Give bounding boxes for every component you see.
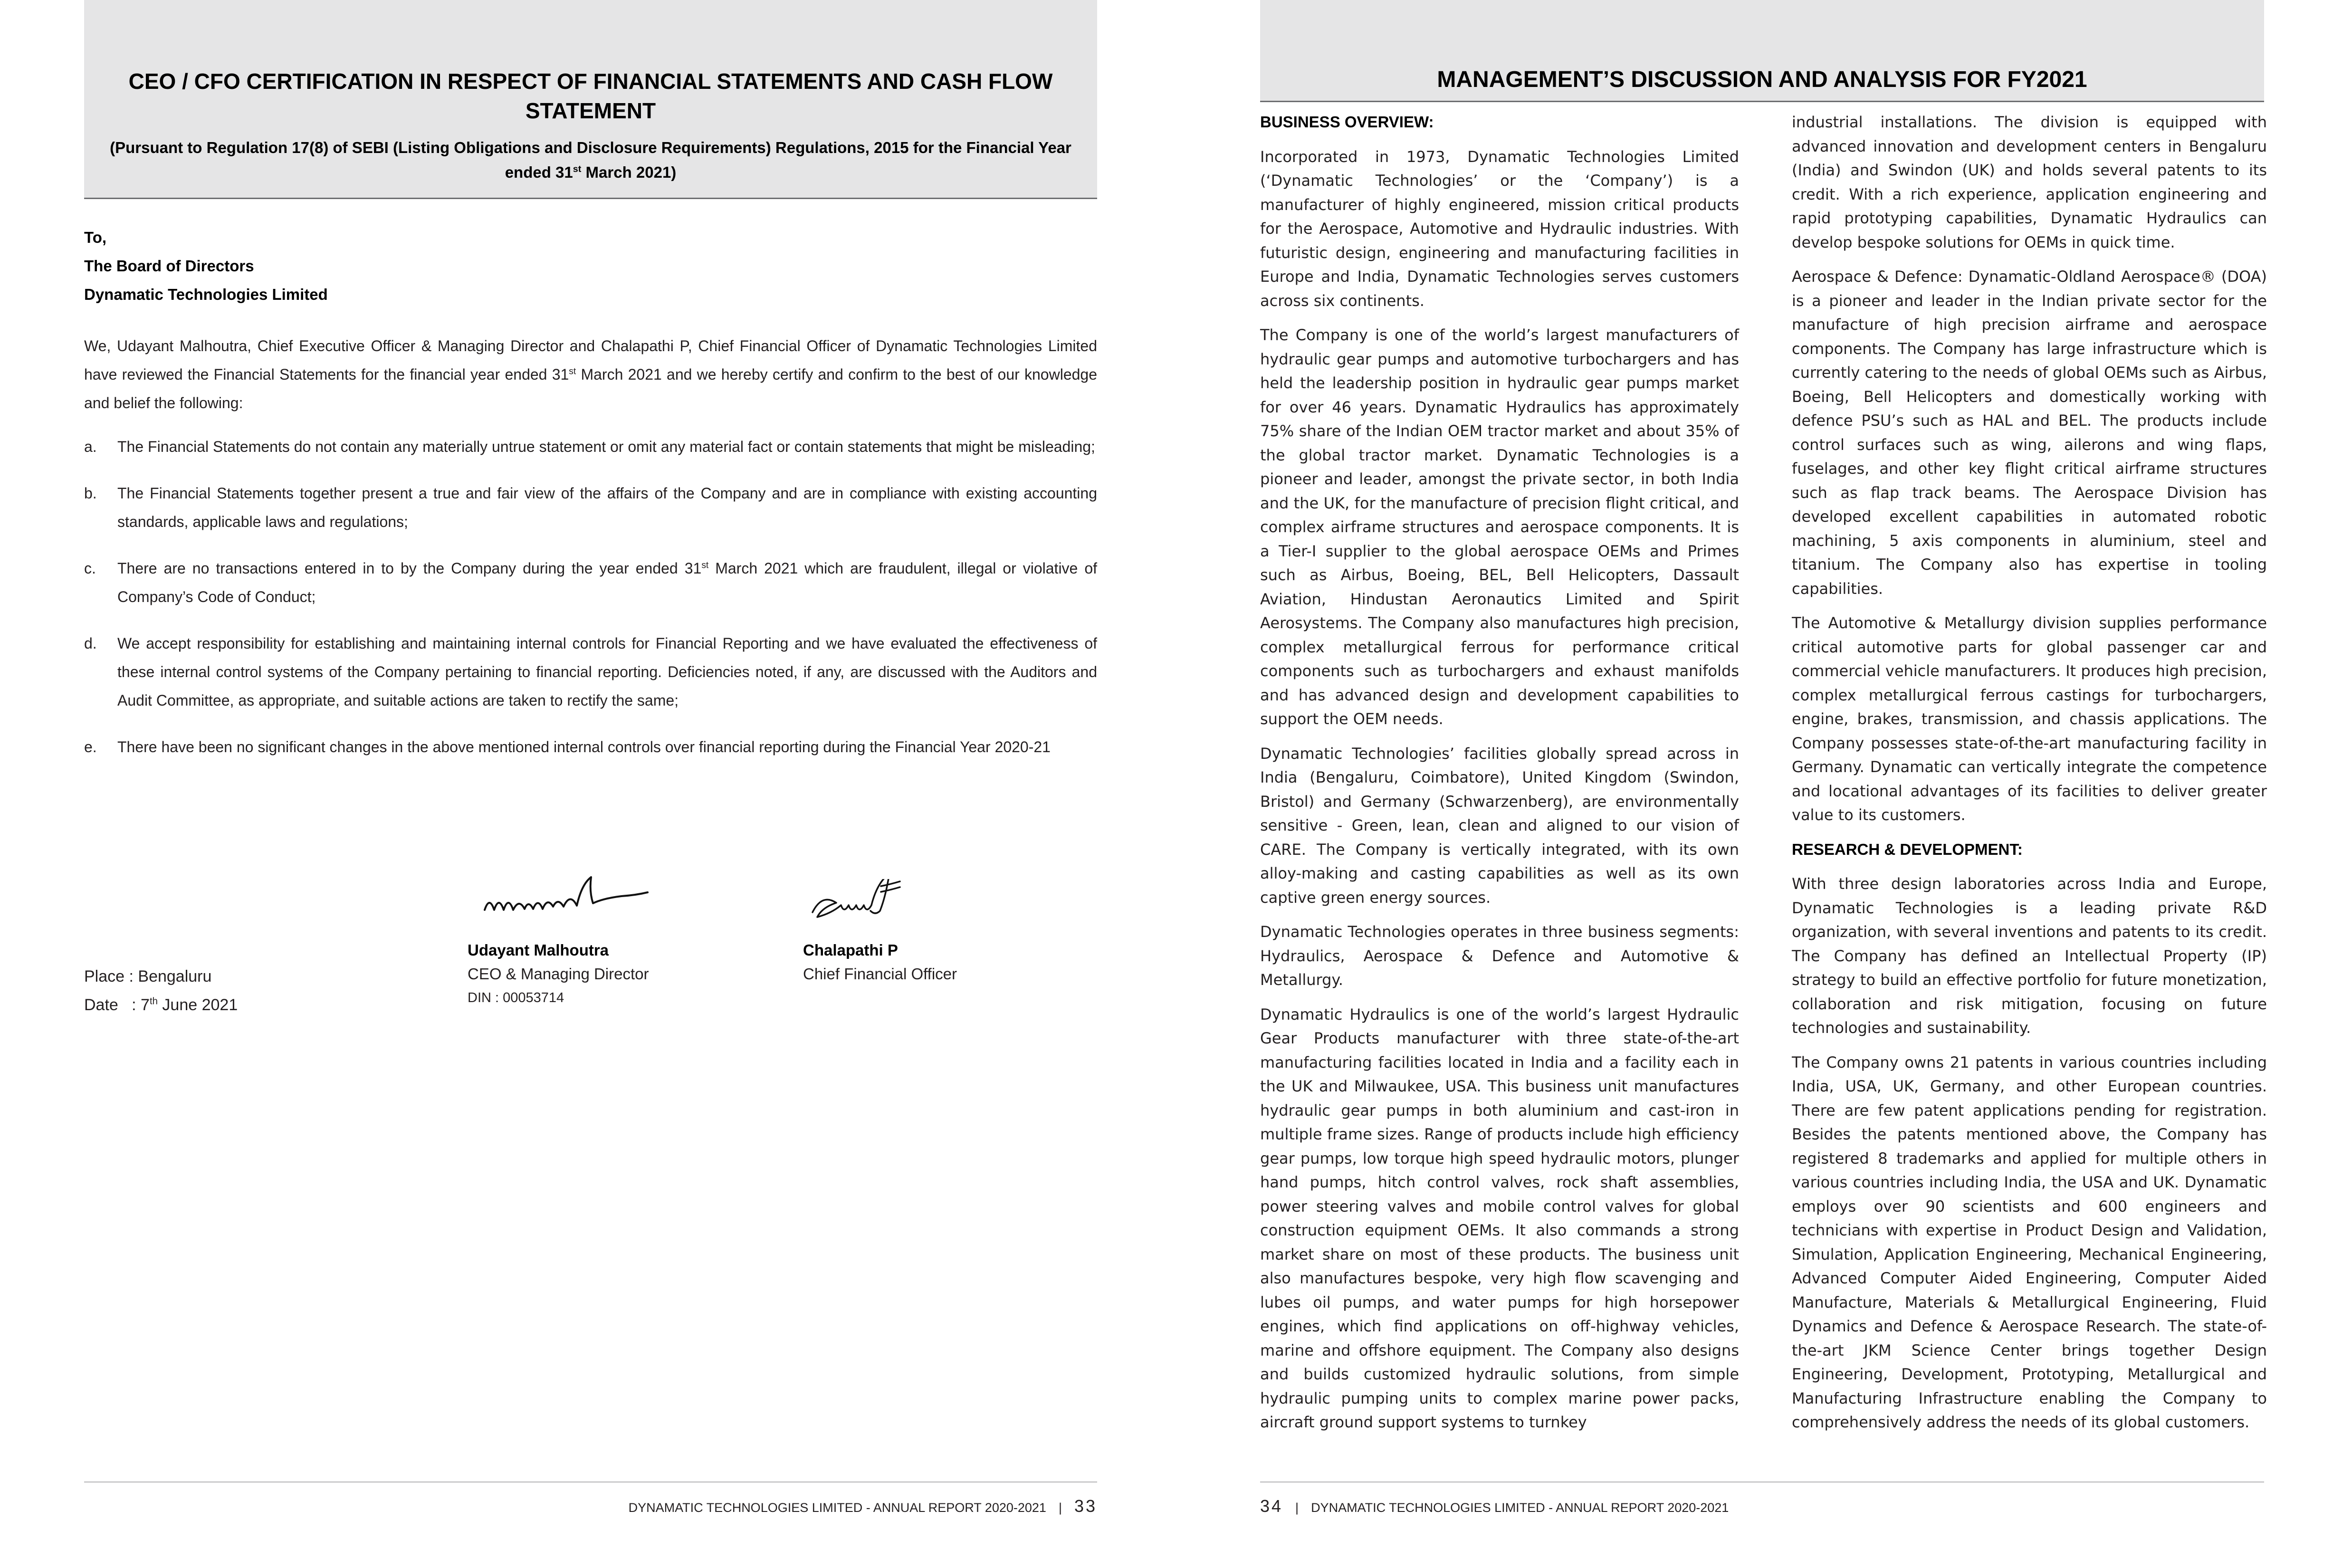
text-column-right	[1792, 110, 2267, 1445]
footer-separator: |	[1058, 1501, 1062, 1515]
item-text: We accept responsibility for establishing and maintaining internal controls for Financial Reporting and we have evaluated the effectiveness of these internal control systems of the Company pertaining to financial reporting. Deficiencies noted, if any, are discussed with the Auditors and Audit Committee, as appropriate, and suitable actions are taken to rectify the same;	[117, 635, 1097, 709]
section-heading-research-development: RESEARCH & DEVELOPMENT:	[1792, 840, 2023, 858]
certification-item	[84, 432, 1097, 461]
paragraph: Dynamatic Hydraulics is one of the world’s largest Hydraulic Gear Products manufacturer with three state-of-the-art manufacturing facilities located in India and a facility each in the UK and Milwaukee, USA. This business unit manufactures hydraulic gear pumps in both aluminium and cast-iron in multiple frame sizes. Range of products include high efficiency gear pumps, low torque high speed hydraulic motors, plunger hand pumps, hitch control valves, rock shaft assemblies, power steering valves and mobile control valves for global construction equipment OEMs. It also commands a strong market share on most of these products. The business unit also manufactures bespoke, very high flow scavenging and lubes oil pumps, and water pumps for high horsepower engines, which find applications on off-highway vehicles, marine and offshore equipment. The Company also designs and builds customized hydraulic solutions, from simple hydraulic pumping units to complex marine power packs, aircraft ground support systems to turnkey	[1260, 1005, 1739, 1431]
page-footer	[1260, 1497, 1729, 1517]
addressee-block	[84, 223, 328, 309]
paragraph: Dynamatic Technologies’ facilities globally spread across in India (Bengaluru, Coimbatore), United Kingdom (Swindon, Bristol) and Germany (Schwarzenberg), are environmentally sensitive - Green, lean, clean and aligned to our vision of CARE. The Company is vertically integrated, with its own alloy-making and casting capabilities as well as its own captive green energy sources.	[1260, 744, 1739, 907]
footer-separator: |	[1295, 1501, 1299, 1515]
mda-title: MANAGEMENT’S DISCUSSION AND ANALYSIS FOR FY2021	[1437, 67, 2087, 92]
item-marker: d.	[84, 635, 97, 652]
footer-text: DYNAMATIC TECHNOLOGIES LIMITED - ANNUAL REPORT 2020-2021	[1311, 1501, 1729, 1515]
ceo-signature	[480, 872, 651, 934]
certification-intro: We, Udayant Malhoutra, Chief Executive Officer & Managing Director and Chalapathi P, Chief Financial Officer of Dynamatic Technologies Limited have reviewed the Financial Statements for the financial year ended 31st March 2021 and we hereby certify and confirm to the best of our knowledge and belief the following:	[84, 337, 1098, 411]
paragraph: Dynamatic Technologies operates in three business segments: Hydraulics, Aerospace & Defence and Automotive & Metallurgy.	[1260, 923, 1739, 989]
page-footer	[629, 1497, 1097, 1517]
item-marker: e.	[84, 738, 97, 755]
signatory-name: Udayant Malhoutra	[468, 941, 609, 959]
date-line: Date : 7th June 2021	[84, 996, 238, 1014]
footer-text: DYNAMATIC TECHNOLOGIES LIMITED - ANNUAL REPORT 2020-2021	[628, 1501, 1046, 1515]
signatory-din: DIN : 00053714	[468, 990, 564, 1005]
mda-header-band	[1260, 0, 2264, 102]
certification-header-band	[84, 0, 1097, 199]
certification-item	[84, 479, 1097, 536]
certification-subtitle: (Pursuant to Regulation 17(8) of SEBI (Listing Obligations and Disclosure Requirements) Regulations, 2015 for the Financial Year ended 31st March 2021)	[110, 139, 1071, 181]
paragraph: With three design laboratories across India and Europe, Dynamatic Technologies is a leading private R&D organization, with several inventions and patents to its credit. The Company has defined an Intellectual Property (IP) strategy to build an effective portfolio for future monetization, collaboration and risk mitigation, focusing on future technologies and sustainability.	[1792, 875, 2267, 1037]
signatory-title: CEO & Managing Director	[468, 965, 649, 983]
place-date-block	[84, 962, 238, 1019]
cfo-signatory	[803, 938, 957, 986]
paragraph: Incorporated in 1973, Dynamatic Technologies Limited (‘Dynamatic Technologies’ or the ‘Company’) is a manufacturer of highly engineered, mission critical products for the Aerospace, Automotive and Hydraulic industries. With futuristic design, engineering and manufacturing facilities in Europe and India, Dynamatic Technologies serves customers across six continents.	[1260, 147, 1739, 310]
paragraph: The Automotive & Metallurgy division supplies performance critical automotive parts for global passenger car and commercial vehicle manufacturers. It produces high precision, complex metallurgical ferrous castings for turbochargers, engine, brakes, transmission, and chassis applications. The Company possesses state-of-the-art manufacturing facility in Germany. Dynamatic can vertically integrate the competence and locational advantages of its facilities to deliver greater value to its customers.	[1792, 614, 2267, 824]
certification-item	[84, 629, 1097, 715]
cfo-signature	[803, 879, 936, 931]
certification-title: CEO / CFO CERTIFICATION IN RESPECT OF FINANCIAL STATEMENTS AND CASH FLOW STATEMENT	[128, 69, 1053, 123]
signatory-name: Chalapathi P	[803, 941, 898, 959]
page-34	[1176, 0, 2352, 1568]
item-text: There are no transactions entered in to by the Company during the year ended 31st March 2021 which are fraudulent, illegal or violative of Company’s Code of Conduct;	[117, 560, 1098, 605]
item-text: The Financial Statements together present a true and fair view of the affairs of the Company and are in compliance with existing accounting standards, applicable laws and regulations;	[117, 485, 1097, 530]
section-heading-business-overview: BUSINESS OVERVIEW:	[1260, 113, 1434, 131]
item-text: The Financial Statements do not contain any materially untrue statement or omit any material fact or contain statements that might be misleading;	[117, 438, 1095, 455]
page-number: 34	[1260, 1496, 1283, 1516]
page-number: 33	[1074, 1496, 1097, 1516]
paragraph: Aerospace & Defence: Dynamatic-Oldland Aerospace® (DOA) is a pioneer and leader in the Indian private sector for the manufacture of high precision airframe and aerospace components. The Company has large infrastructure which is currently catering to the needs of global OEMs such as Airbus, Boeing, Bell Helicopters and domestically working with defence PSU’s such as HAL and BEL. The products include control surfaces such as wing, ailerons and wing flaps, fuselages, and other key flight critical airframe structures such as flap track beams. The Aerospace Division has developed excellent capabilities in automated robotic machining, 5 axis components in aluminium, steel and titanium. The Company also has expertise in tooling capabilities.	[1792, 268, 2267, 598]
paragraph: The Company owns 21 patents in various countries including India, USA, UK, Germany, and other European countries. There are few patent applications pending for registration. Besides the patents mentioned above, the Company has registered 8 trademarks and applied for multiple others in various countries including India, the USA and UK. Dynamatic employs over 90 scientists and 600 engineers and technicians with expertise in Product Design and Validation, Simulation, Application Engineering, Mechanical Engineering, Advanced Computer Aided Engineering, Computer Aided Manufacture, Materials & Metallurgical Engineering, Fluid Dynamics and Defence & Aerospace Research. The state-of-the-art JKM Science Center brings together Design Engineering, Development, Prototyping, Metallurgical and Manufacturing Infrastructure enabling the Company to comprehensively address the needs of its global customers.	[1792, 1053, 2267, 1431]
addressee-line: Dynamatic Technologies Limited	[84, 286, 328, 303]
item-marker: c.	[84, 560, 96, 577]
certification-item	[84, 554, 1097, 611]
ceo-signatory	[468, 938, 649, 1010]
item-text: There have been no significant changes in the above mentioned internal controls over financial reporting during the Financial Year 2020-21	[117, 738, 1051, 755]
addressee-line: The Board of Directors	[84, 257, 254, 275]
addressee-line: To,	[84, 229, 107, 246]
text-column-left	[1260, 110, 1739, 1445]
item-marker: a.	[84, 438, 97, 455]
paragraph-continued: industrial installations. The division is equipped with advanced innovation and development centers in Bengaluru (India) and Swindon (UK) and holds several patents to its credit. With a rich experience, application engineering and rapid prototyping capabilities, Dynamatic Hydraulics can develop bespoke solutions for OEMs in quick time.	[1792, 113, 2267, 251]
place-line: Place : Bengaluru	[84, 967, 212, 985]
paragraph: The Company is one of the world’s largest manufacturers of hydraulic gear pumps and automotive turbochargers and has held the leadership position in hydraulic gear pumps market for over 46 years. Dynamatic Hydraulics has approximately 75% share of the Indian OEM tractor market and about 35% of the global tractor market. Dynamatic Technologies is a pioneer and leader, amongst the private sector, in both India and the UK, for the manufacture of precision flight critical, and complex airframe structures and aerospace components. It is a Tier-I supplier to the global aerospace OEMs and Primes such as Airbus, Boeing, BEL, Bell Helicopters, Dassault Aviation, Hindustan Aeronautics Limited and Spirit Aerosystems. The Company also manufactures high precision, complex metallurgical ferrous for performance critical components such as turbochargers and exhaust manifolds and has advanced design and development capabilities to support the OEM needs.	[1260, 326, 1739, 728]
item-marker: b.	[84, 485, 97, 502]
certification-item	[84, 733, 1097, 761]
certification-list	[84, 432, 1097, 779]
signatory-title: Chief Financial Officer	[803, 965, 957, 983]
